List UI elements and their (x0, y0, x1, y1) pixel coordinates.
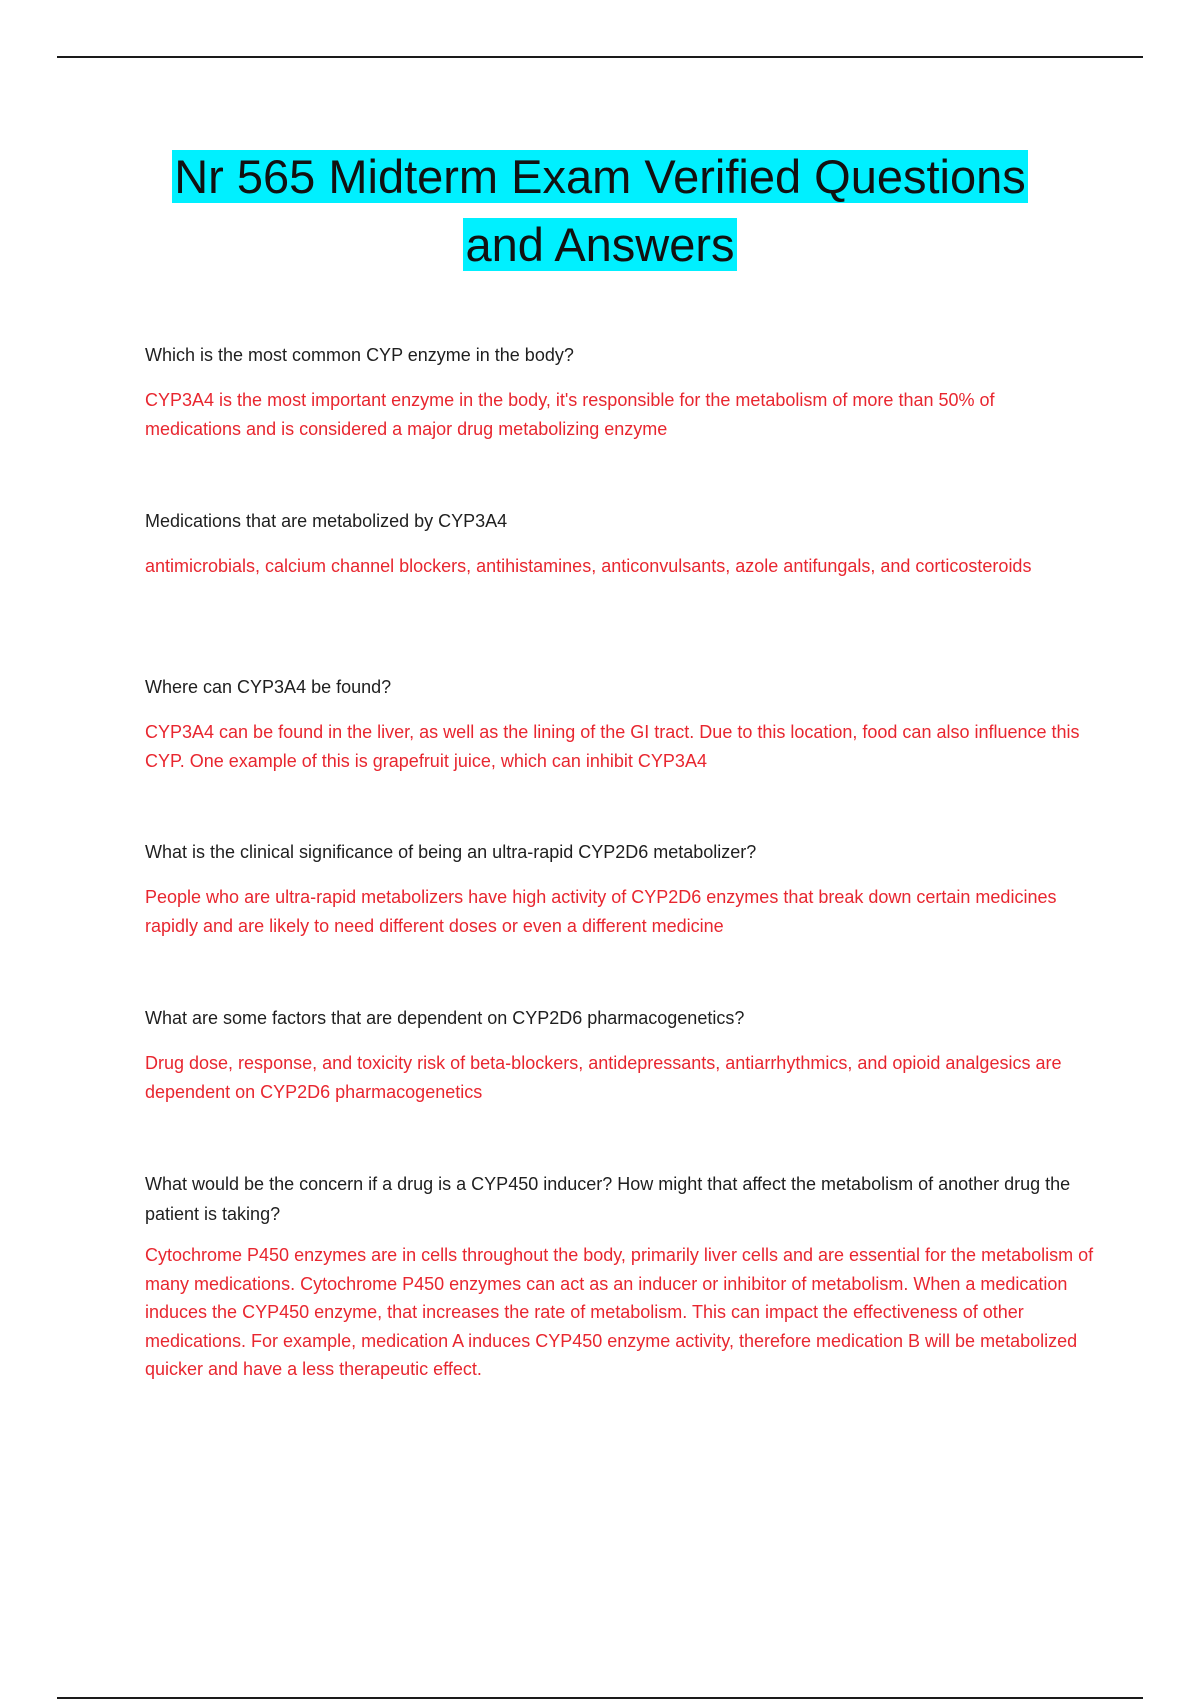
question-text: Where can CYP3A4 be found? (145, 677, 392, 697)
qa-item (145, 340, 1095, 443)
qa-item (145, 1169, 1095, 1384)
question-text: What would be the concern if a drug is a CYP450 inducer? How might that affect the metabolism of another drug the patient is taking? (145, 1174, 1071, 1224)
title-line-2: and Answers (465, 218, 735, 271)
qa-item (145, 1003, 1095, 1106)
answer-text: People who are ultra-rapid metabolizers have high activity of CYP2D6 enzymes that break down certain medicines rapidly and are likely to need different doses or even a different medicine (145, 887, 1057, 936)
page-title (0, 143, 1200, 279)
title-line-1: Nr 565 Midterm Exam Verified Questions (174, 150, 1026, 203)
qa-item (145, 837, 1095, 940)
qa-item (145, 506, 1031, 581)
top-divider (57, 56, 1143, 58)
answer-text: antimicrobials, calcium channel blockers, antihistamines, anticonvulsants, azole antifungals, and corticosteroids (145, 556, 1032, 576)
question-text: What are some factors that are dependent on CYP2D6 pharmacogenetics? (145, 1008, 745, 1028)
question-text: Which is the most common CYP enzyme in the body? (145, 345, 574, 365)
question-text: What is the clinical significance of being an ultra-rapid CYP2D6 metabolizer? (145, 842, 757, 862)
answer-text: CYP3A4 can be found in the liver, as well as the lining of the GI tract. Due to this location, food can also influence this CYP. One example of this is grapefruit juice, which can inhibit CYP3A4 (145, 722, 1080, 771)
bottom-divider (57, 1697, 1143, 1699)
qa-item (145, 672, 1095, 775)
question-text: Medications that are metabolized by CYP3A4 (145, 511, 508, 531)
answer-text: Cytochrome P450 enzymes are in cells throughout the body, primarily liver cells and are essential for the metabolism of many medications. Cytochrome P450 enzymes can act as an inducer or inhibitor of metabolism. When a medication induces the CYP450 enzyme, that increases the rate of metabolism. This can impact the effectiveness of other medications. For example, medication A induces CYP450 enzyme activity, therefore medication B will be metabolized quicker and have a less therapeutic effect. (145, 1245, 1094, 1379)
answer-text: Drug dose, response, and toxicity risk of beta-blockers, antidepressants, antiarrhythmics, and opioid analgesics are dependent on CYP2D6 pharmacogenetics (145, 1053, 1062, 1102)
answer-text: CYP3A4 is the most important enzyme in the body, it's responsible for the metabolism of more than 50% of medications and is considered a major drug metabolizing enzyme (145, 390, 995, 439)
